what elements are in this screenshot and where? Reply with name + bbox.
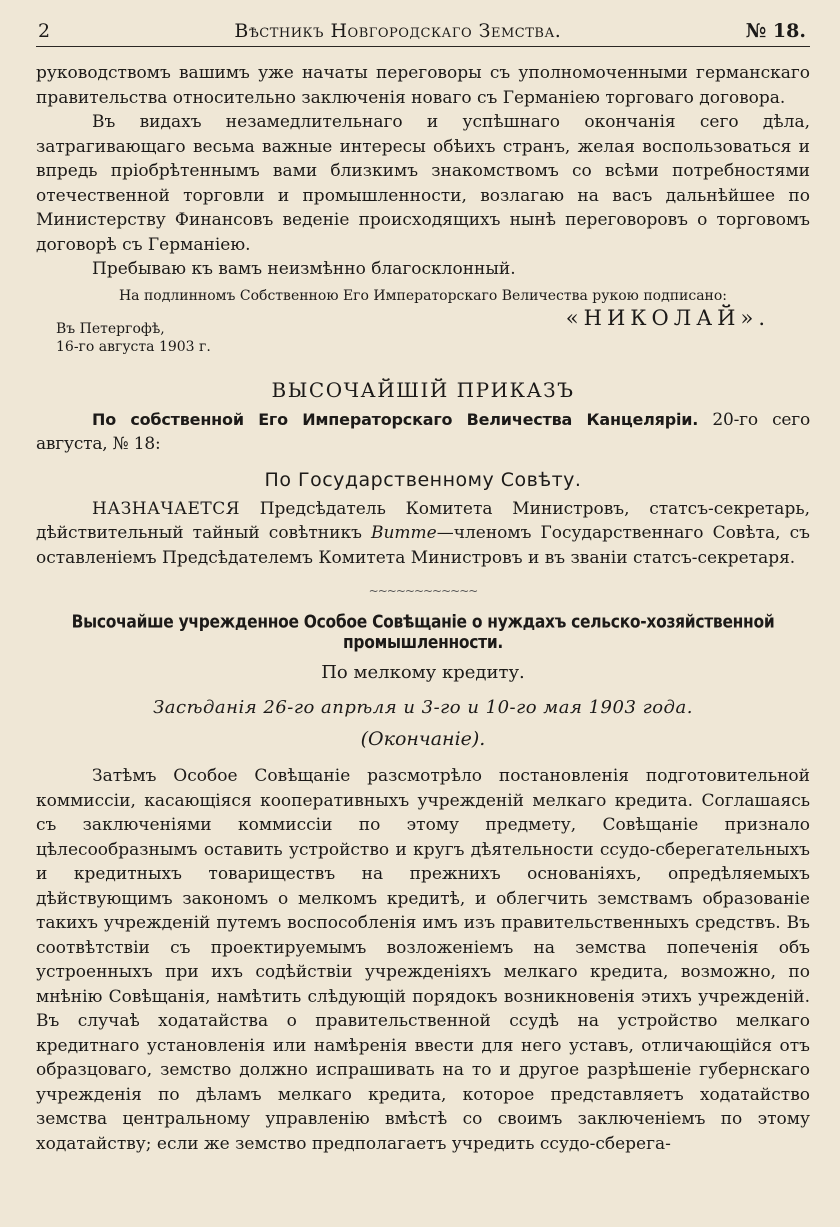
page-header: [36, 20, 810, 42]
issue-number: № 18.: [745, 20, 806, 42]
header-rule: [36, 46, 810, 47]
chancellery-date: 20-го сего августа, № 18:: [36, 409, 810, 454]
date: 16-го августа 1903 г.: [56, 338, 211, 355]
appoint-name: Витте: [370, 523, 437, 543]
appointment-paragraph: [36, 497, 810, 571]
meeting-continuation: (Окончаніе).: [360, 728, 486, 750]
council-heading: По Государственному Совѣту.: [264, 468, 582, 491]
meeting-sessions: Засѣданія 26-го апрѣля и 3-го и 10-го мая 1903 года.: [153, 697, 693, 718]
appoint-text-1: Предсѣдатель Комитета Министровъ, статсъ-секретарь, дѣйствительный тайный совѣтникъ: [36, 498, 810, 543]
meeting-body: Затѣмъ Особое Совѣщаніе разсмотрѣло постановленія подготовительной коммиссіи, касающіяся кооперативныхъ учрежденій мелкаго кредита. Соглашаясь съ заключеніями коммиссіи по этому предмету, Совѣщаніе признало цѣлесообразнымъ оставить устройство и кругъ дѣятельности ссудо-сберегательныхъ и кредитныхъ товариществъ на прежнихъ основаніяхъ, опредѣляемыхъ дѣйствующимъ закономъ о мелкомъ кредитѣ, и облегчить земствамъ образованіе такихъ учрежденій путемъ воспособленія имъ изъ правительственныхъ средствъ. Въ соотвѣтствіи съ проектируемымъ возложеніемъ на земства попеченія объ устроенныхъ при ихъ содѣйствіи учрежденіяхъ мелкаго кредита, возможно, по мнѣнію Совѣщанія, намѣтить слѣдующій порядокъ возникновенія этихъ учрежденій. Въ случаѣ ходатайства о правительственной ссудѣ на устройство мелкаго кредитнаго установленія или намѣренія ввести для него уставъ, отличающійся отъ образцоваго, земство должно испрашивать на то и другое разрѣшеніе губернскаго учрежденія по дѣламъ мелкаго кредита, которое представляетъ ходатайство земства центральному управленію вмѣстѣ со своимъ заключеніемъ по этому ходатайству; если же земство предполагаетъ учредить ссудо-сберега-: [36, 766, 810, 1154]
ornament-divider: ~~~~~~~~~~~~: [368, 584, 478, 598]
meeting-title: Высочайше учрежденное Особое Совѣщаніе о нуждахъ сельско-хозяйственной промышленности.: [71, 611, 775, 653]
order-title: ВЫСОЧАЙШІЙ ПРИКАЗЪ: [271, 377, 575, 402]
journal-title: Вѣстникъ Новгородскаго Земства.: [234, 20, 562, 42]
letter-paragraph-1: руководствомъ вашимъ уже начаты переговоры съ уполномоченными германскаго правительства относительно заключенія новаго съ Германіею торговаго договора.: [36, 63, 810, 108]
meeting-subtitle: По мелкому кредиту.: [321, 662, 525, 683]
signed-note: На подлинномъ Собственною Его Императорскаго Величества рукою подписано:: [118, 287, 728, 304]
signature: «НИКОЛАЙ».: [565, 305, 770, 330]
letter-paragraph-3: Пребываю къ вамъ неизмѣнно благосклонный.: [92, 259, 516, 279]
order-chancellery: [36, 408, 810, 457]
place: Въ Петергофѣ,: [56, 320, 165, 337]
chancellery-name: По собственной Его Императорскаго Величества Канцеляріи.: [92, 409, 699, 429]
letter-paragraph-2: Въ видахъ незамедлительнаго и успѣшнаго окончанія сего дѣла, затрагивающаго весьма важные интересы обѣихъ странъ, желая воспользоваться и впредь пріобрѣтеннымъ вами близкимъ знакомствомъ со всѣми потребностями отечественной торговли и промышленности, возлагаю на васъ дальнѣйшее по Министерству Финансовъ веденіе происходящихъ нынѣ переговоровъ о торговомъ договорѣ съ Германіею.: [36, 112, 810, 255]
appoint-text-2: —членомъ Государственнаго Совѣта, съ оставленіемъ Предсѣдателемъ Комитета Министровъ и въ званіи статсъ-секретаря.: [36, 523, 810, 568]
appoint-word: НАЗНАЧАЕТСЯ: [92, 498, 240, 519]
page-number: 2: [38, 20, 51, 42]
